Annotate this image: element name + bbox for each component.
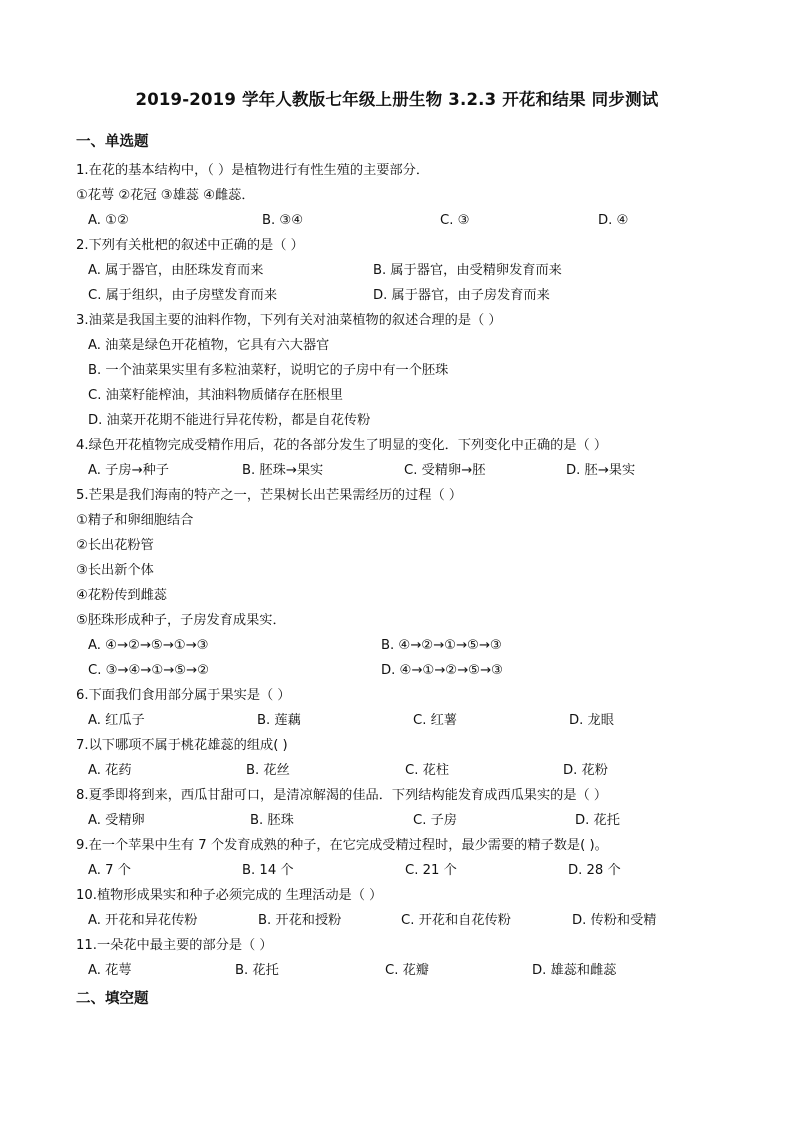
question-9-stem: 9.在一个苹果中生有 7 个发育成熟的种子，在它完成受精过程时，最少需要的精子数是( )。 [76, 838, 608, 853]
question-9-option-a: A. 7 个 [88, 863, 131, 878]
question-10-option-b: B. 开花和授粉 [258, 913, 342, 928]
question-4-stem: 4.绿色开花植物完成受精作用后，花的各部分发生了明显的变化．下列变化中正确的是（ ） [76, 438, 608, 453]
question-9-option-b: B. 14 个 [242, 863, 294, 878]
question-3-option-b: B. 一个油菜果实里有多粒油菜籽，说明它的子房中有一个胚珠 [88, 363, 449, 378]
question-10-stem: 10.植物形成果实和种子必须完成的 生理活动是（ ） [76, 888, 383, 903]
question-5-stem: 5.芒果是我们海南的特产之一，芒果树长出芒果需经历的过程（ ） [76, 488, 463, 503]
question-2-option-a: A. 属于器官，由胚珠发育而来 [88, 263, 264, 278]
question-4-option-d: D. 胚→果实 [566, 463, 636, 478]
question-6-option-a: A. 红瓜子 [88, 713, 145, 728]
question-1-option-d: D. ④ [598, 213, 629, 228]
question-1-option-a: A. ①② [88, 213, 129, 228]
question-4-option-b: B. 胚珠→果实 [242, 463, 324, 478]
question-7-option-a: A. 花药 [88, 763, 132, 778]
document-title: 2019-2019 学年人教版七年级上册生物 3.2.3 开花和结果 同步测试 [135, 90, 659, 109]
question-11-stem: 11.一朵花中最主要的部分是（ ） [76, 938, 273, 953]
question-11-option-a: A. 花萼 [88, 963, 132, 978]
question-9-option-c: C. 21 个 [405, 863, 457, 878]
question-10-option-c: C. 开花和自花传粉 [401, 913, 511, 928]
question-2-stem: 2.下列有关枇杷的叙述中正确的是（ ） [76, 238, 304, 253]
question-6-option-c: C. 红薯 [413, 713, 457, 728]
question-11-option-c: C. 花瓣 [385, 963, 429, 978]
question-2-option-b: B. 属于器官，由受精卵发育而来 [373, 263, 562, 278]
question-7-stem: 7.以下哪项不属于桃花雄蕊的组成( ) [76, 738, 288, 753]
question-3-option-c: C. 油菜籽能榨油，其油料物质储存在胚根里 [88, 388, 343, 403]
question-11-option-d: D. 雄蕊和雌蕊 [532, 963, 617, 978]
question-5-step-2: ②长出花粉管 [76, 538, 154, 553]
question-5-step-3: ③长出新个体 [76, 563, 154, 578]
question-3-stem: 3.油菜是我国主要的油料作物，下列有关对油菜植物的叙述合理的是（ ） [76, 313, 502, 328]
question-1-option-c: C. ③ [440, 213, 470, 228]
question-10-option-d: D. 传粉和受精 [572, 913, 657, 928]
question-3-option-a: A. 油菜是绿色开花植物，它具有六大器官 [88, 338, 330, 353]
question-3-option-d: D. 油菜开花期不能进行异花传粉，都是自花传粉 [88, 413, 371, 428]
question-2-option-d: D. 属于器官，由子房发育而来 [373, 288, 550, 303]
question-2-option-c: C. 属于组织，由子房壁发育而来 [88, 288, 278, 303]
section-heading-single-choice: 一、单选题 [76, 134, 149, 150]
question-5-option-a: A. ④→②→⑤→①→③ [88, 638, 209, 653]
question-5-step-5: ⑤胚珠形成种子，子房发育成果实． [76, 613, 286, 628]
question-1-option-b: B. ③④ [262, 213, 304, 228]
question-5-option-b: B. ④→②→①→⑤→③ [381, 638, 502, 653]
question-9-option-d: D. 28 个 [568, 863, 621, 878]
question-7-option-d: D. 花粉 [563, 763, 608, 778]
question-5-option-c: C. ③→④→①→⑤→② [88, 663, 209, 678]
question-5-option-d: D. ④→①→②→⑤→③ [381, 663, 503, 678]
question-4-option-c: C. 受精卵→胚 [404, 463, 486, 478]
question-1-stem: 1.在花的基本结构中，（ ）是植物进行有性生殖的主要部分． [76, 163, 430, 178]
question-8-option-b: B. 胚珠 [250, 813, 294, 828]
section-heading-fill-in: 二、填空题 [76, 991, 149, 1007]
question-8-option-d: D. 花托 [575, 813, 620, 828]
question-10-option-a: A. 开花和异花传粉 [88, 913, 198, 928]
question-8-option-c: C. 子房 [413, 813, 457, 828]
question-8-option-a: A. 受精卵 [88, 813, 145, 828]
question-5-step-4: ④花粉传到雌蕊 [76, 588, 167, 603]
question-6-option-d: D. 龙眼 [569, 713, 614, 728]
question-6-stem: 6.下面我们食用部分属于果实是（ ） [76, 688, 291, 703]
question-4-option-a: A. 子房→种子 [88, 463, 169, 478]
question-7-option-b: B. 花丝 [246, 763, 290, 778]
question-11-option-b: B. 花托 [235, 963, 279, 978]
question-6-option-b: B. 莲藕 [257, 713, 301, 728]
question-7-option-c: C. 花柱 [405, 763, 449, 778]
question-1-choices-list: ①花萼 ②花冠 ③雄蕊 ④雌蕊． [76, 188, 255, 203]
question-8-stem: 8.夏季即将到来，西瓜甘甜可口，是清凉解渴的佳品．下列结构能发育成西瓜果实的是（ ） [76, 788, 608, 803]
question-5-step-1: ①精子和卵细胞结合 [76, 513, 194, 528]
